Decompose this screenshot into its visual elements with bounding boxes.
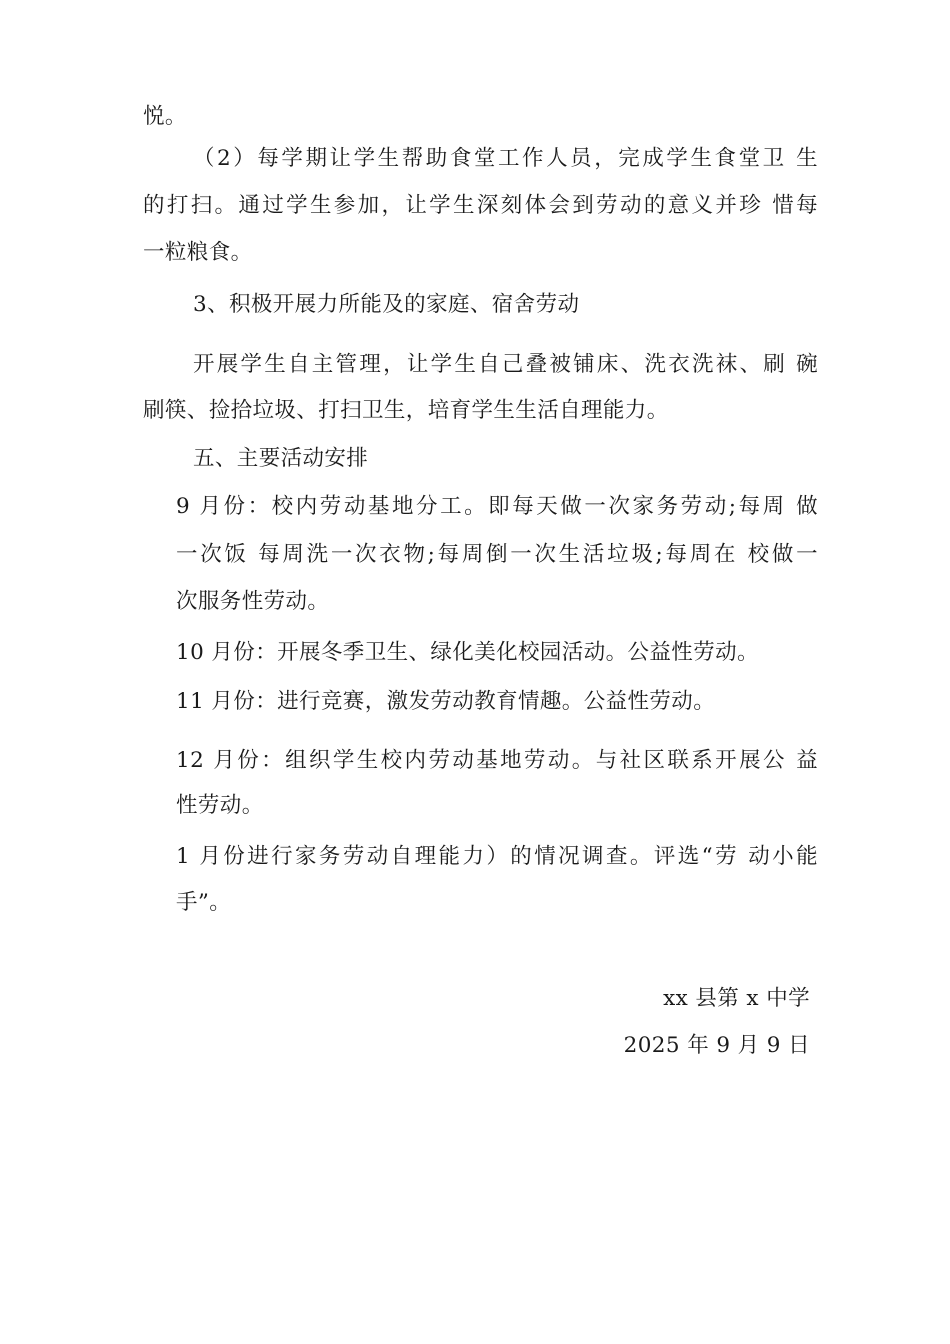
text-line: 12 月份：组织学生校内劳动基地劳动。与社区联系开展公 益: [176, 748, 818, 773]
text-line: 开展学生自主管理，让学生自己叠被铺床、洗衣洗袜、刷 碗: [193, 352, 818, 377]
text-line: 的打扫。通过学生参加，让学生深刻体会到劳动的意义并珍 惜每: [143, 193, 818, 218]
signature-school: xx 县第 x 中学: [663, 986, 810, 1011]
section-heading: 五、主要活动安排: [193, 446, 369, 471]
text-line: 一粒粮食。: [143, 240, 253, 265]
text-line: 性劳动。: [176, 793, 264, 818]
text-line: 10 月份：开展冬季卫生、绿化美化校园活动。公益性劳动。: [176, 640, 759, 665]
text-line: 11 月份：进行竞赛，激发劳动教育情趣。公益性劳动。: [176, 689, 716, 714]
text-line: 悦。: [143, 104, 187, 129]
signature-date: 2025 年 9 月 9 日: [623, 1033, 810, 1058]
text-line: 1 月份进行家务劳动自理能力）的情况调查。评选“劳 动小能: [176, 844, 818, 869]
text-line: 刷筷、捡拾垃圾、打扫卫生，培育学生生活自理能力。: [143, 398, 669, 423]
text-line: （2）每学期让学生帮助食堂工作人员，完成学生食堂卫 生: [193, 146, 818, 171]
text-line: 手”。: [176, 890, 232, 915]
text-line: 次服务性劳动。: [176, 589, 330, 614]
text-line: 9 月份：校内劳动基地分工。即每天做一次家务劳动;每周 做: [176, 494, 818, 519]
section-heading: 3、积极开展力所能及的家庭、宿舍劳动: [193, 292, 580, 317]
text-line: 一次饭 每周洗一次衣物;每周倒一次生活垃圾;每周在 校做一: [176, 542, 818, 567]
